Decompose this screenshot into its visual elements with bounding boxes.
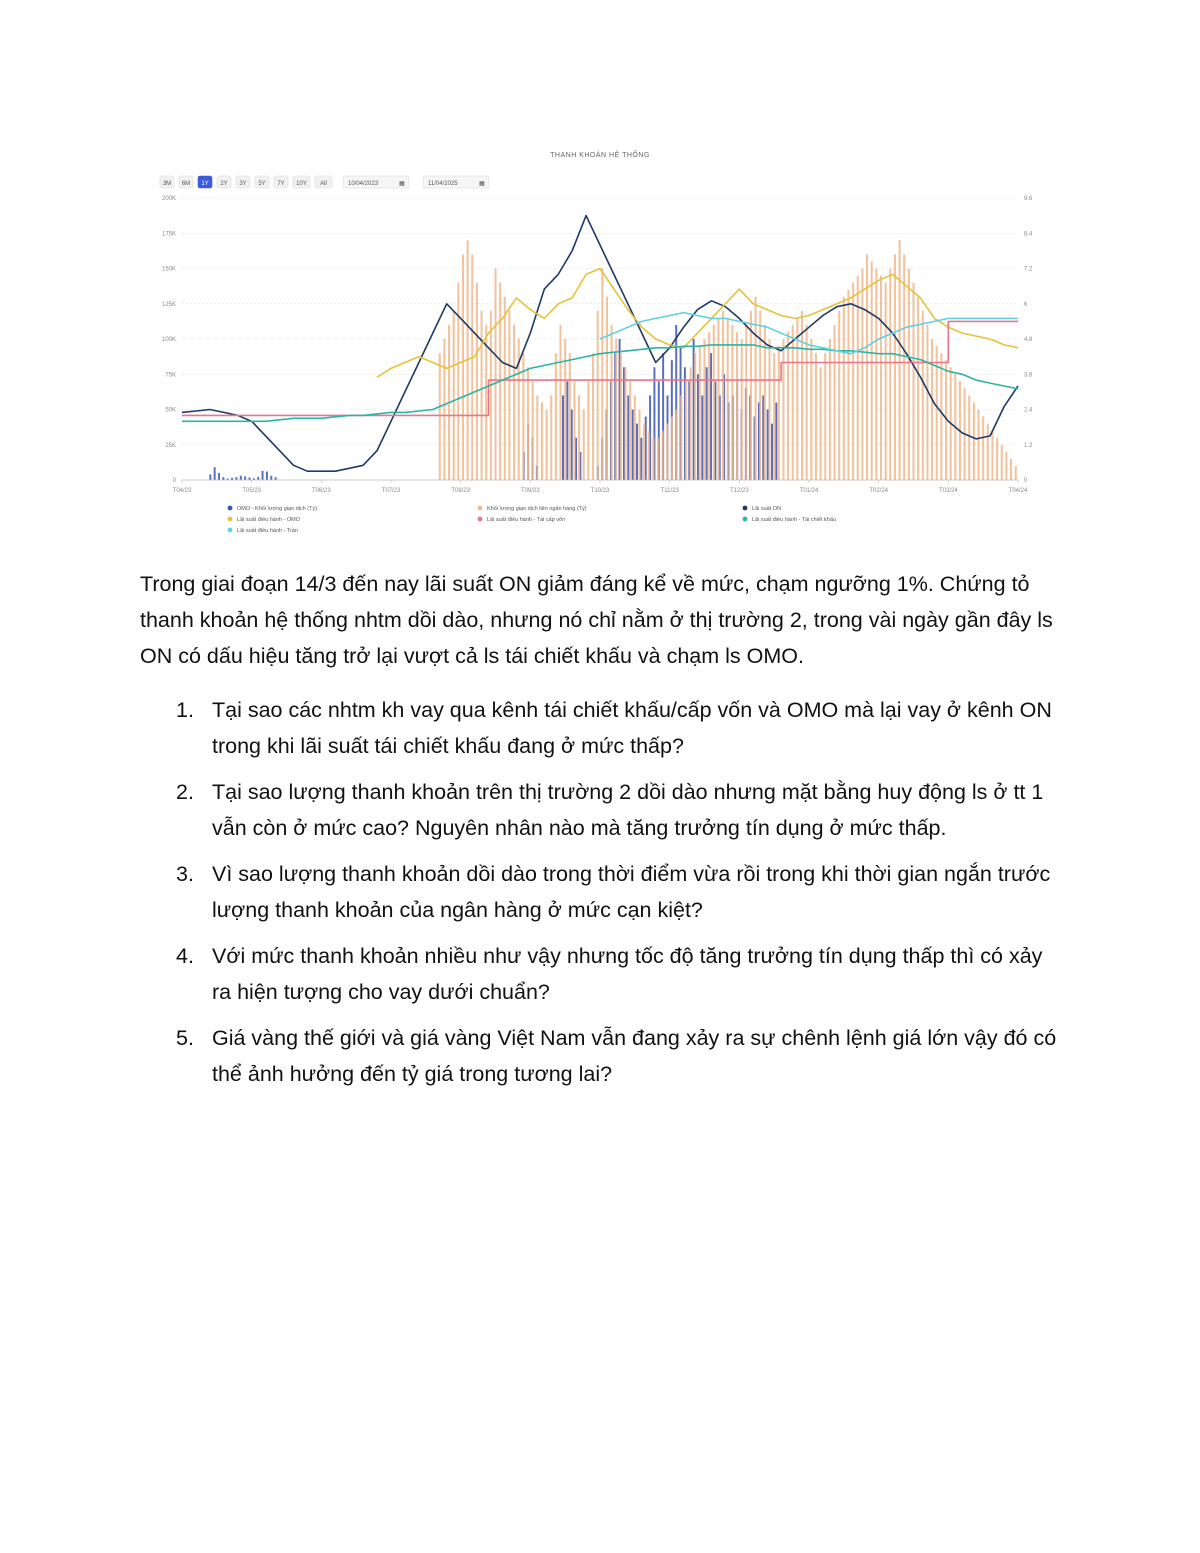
bar-omo: [571, 410, 573, 481]
bar-interbank: [527, 367, 529, 480]
bar-omo: [240, 476, 242, 480]
y-right-tick-label: 0: [1024, 478, 1028, 484]
bar-interbank: [1015, 466, 1017, 480]
x-tick-label: T09/23: [520, 488, 540, 494]
bar-interbank: [736, 332, 738, 480]
bar-omo: [249, 477, 251, 480]
x-tick-label: T05/23: [242, 488, 262, 494]
bar-interbank: [820, 367, 822, 480]
bar-interbank: [741, 339, 743, 480]
y-left-tick-label: 0: [172, 478, 176, 484]
bar-interbank: [699, 346, 701, 480]
bar-omo: [771, 424, 773, 480]
bar-interbank: [968, 395, 970, 480]
bar-omo: [270, 476, 272, 480]
list-item-number: 5.: [176, 1026, 194, 1050]
range-button-label: 3M: [162, 181, 172, 187]
y-left-tick-label: 25K: [165, 442, 176, 449]
y-right-tick-label: 3.6: [1024, 372, 1033, 379]
bar-interbank: [875, 269, 877, 481]
bar-interbank: [977, 410, 979, 481]
chart-canvas: [150, 140, 1033, 535]
list-item-text: Với mức thanh khoản nhiều như vậy nhưng tốc độ tăng trưởng tín dụng thấp thì có xảy ra hiện tượng cho vay dưới chuẩn?: [212, 944, 1043, 1004]
series-line: [182, 345, 1018, 421]
x-tick-label: T10/23: [590, 488, 610, 494]
bar-interbank: [676, 410, 678, 481]
bar-omo: [266, 472, 268, 480]
legend-label: OMO - Khối lượng giao dịch (Tỷ): [237, 506, 318, 512]
y-left-tick-label: 125K: [161, 301, 176, 308]
range-button-label: 7Y: [277, 181, 285, 187]
bar-interbank: [894, 254, 896, 480]
calendar-icon: ▦: [399, 181, 405, 187]
x-tick-label: T06/23: [311, 488, 331, 494]
bar-interbank: [559, 325, 561, 480]
bar-omo: [222, 477, 224, 480]
bar-interbank: [453, 311, 455, 480]
legend-marker: [478, 517, 483, 522]
range-button-label: 10Y: [296, 181, 307, 187]
bar-interbank: [471, 254, 473, 480]
bar-interbank: [592, 353, 594, 480]
y-right-tick-label: 2.4: [1024, 407, 1033, 414]
bar-interbank: [634, 395, 636, 480]
legend-label: Lãi suất điều hành - Trần: [237, 528, 298, 534]
x-tick-label: T01/24: [799, 488, 819, 494]
bar-interbank: [996, 438, 998, 480]
bar-interbank: [643, 424, 645, 480]
bar-interbank: [708, 332, 710, 480]
liquidity-chart: [150, 140, 1033, 535]
bar-interbank: [778, 346, 780, 480]
bar-interbank: [443, 339, 445, 480]
list-item-number: 2.: [176, 780, 194, 804]
bar-interbank: [481, 311, 483, 480]
bar-interbank: [629, 381, 631, 480]
range-button-group[interactable]: [160, 176, 332, 188]
legend-label: Lãi suất điều hành - Tái cấp vốn: [487, 517, 566, 523]
date-to-text: 11/04/2025: [428, 181, 458, 187]
bar-interbank: [796, 318, 798, 480]
bar-omo: [701, 395, 703, 480]
y-right-tick-label: 4.8: [1024, 337, 1033, 343]
series-line: [182, 321, 1018, 415]
x-tick-label: T03/24: [938, 488, 958, 494]
bar-omo: [235, 477, 237, 480]
bar-interbank: [703, 339, 705, 480]
bar-interbank: [759, 311, 761, 480]
bar-interbank: [513, 325, 515, 480]
bar-omo: [262, 471, 264, 480]
bar-interbank: [727, 318, 729, 480]
bar-interbank: [494, 269, 496, 481]
x-tick-label: T07/23: [381, 488, 401, 494]
list-item-number: 4.: [176, 944, 194, 968]
bar-interbank: [815, 353, 817, 480]
list-item: [140, 856, 1060, 928]
bar-interbank: [606, 297, 608, 480]
bar-interbank: [880, 276, 882, 480]
bar-omo: [275, 477, 277, 480]
bar-interbank: [717, 318, 719, 480]
bar-interbank: [476, 283, 478, 480]
bar-omo: [562, 395, 564, 480]
bar-interbank: [861, 269, 863, 481]
legend-marker: [478, 506, 483, 511]
bar-omo: [627, 395, 629, 480]
y-left-tick-label: 50K: [165, 407, 176, 414]
x-tick-label: T11/23: [660, 488, 679, 494]
bar-interbank: [852, 283, 854, 480]
bar-interbank: [1005, 452, 1007, 480]
y-right-tick-label: 6: [1024, 301, 1028, 308]
legend-marker: [743, 506, 748, 511]
bar-interbank: [833, 325, 835, 480]
list-item-text: Tại sao các nhtm kh vay qua kênh tái chiết khấu/cấp vốn và OMO mà lại vay ở kênh ON trong khi lãi suất tái chiết khấu đang ở mức thấp?: [212, 698, 1052, 758]
bar-interbank: [982, 417, 984, 480]
bar-interbank: [773, 353, 775, 480]
legend-label: Lãi suất ON: [752, 506, 782, 512]
bar-interbank: [597, 311, 599, 480]
bar-interbank: [620, 353, 622, 480]
bar-interbank: [573, 381, 575, 480]
y-left-tick-label: 100K: [161, 337, 176, 343]
bar-interbank: [889, 269, 891, 481]
x-tick-label: T08/23: [451, 488, 471, 494]
bar-interbank: [680, 395, 682, 480]
bar-interbank: [685, 381, 687, 480]
document-body: [140, 566, 1060, 1102]
bar-interbank: [615, 339, 617, 480]
bar-omo: [697, 374, 699, 480]
bar-interbank: [536, 395, 538, 480]
bar-omo: [214, 467, 216, 480]
bar-interbank: [885, 283, 887, 480]
bar-interbank: [690, 367, 692, 480]
bar-interbank: [782, 339, 784, 480]
bar-interbank: [768, 339, 770, 480]
bar-interbank: [578, 395, 580, 480]
bar-interbank: [457, 283, 459, 480]
y-right-tick-label: 8.4: [1024, 231, 1033, 238]
bar-omo: [775, 402, 777, 480]
bar-interbank: [903, 254, 905, 480]
x-tick-label: T04/23: [172, 488, 192, 494]
chart-title: THANH KHOẢN HỆ THỐNG: [550, 152, 650, 159]
bar-interbank: [722, 311, 724, 480]
list-item: [140, 774, 1060, 846]
bar-omo: [244, 476, 246, 480]
y-left-tick-label: 150K: [161, 266, 176, 273]
legend-marker: [228, 528, 233, 533]
chart-lines: [182, 216, 1018, 472]
bar-interbank: [652, 438, 654, 480]
intro-paragraph: Trong giai đoạn 14/3 đến nay lãi suất ON giảm đáng kể về mức, chạm ngưỡng 1%. Chứng tỏ thanh khoản hệ thống nhtm dồi dào, nhưng nó chỉ nằm ở thị trường 2, trong vài ngày gần đây ls ON có dấu hiệu tăng trở lại vượt cả ls tái chiết khấu và chạm ls OMO.: [140, 572, 1053, 668]
date-range-picker[interactable]: [343, 176, 489, 188]
bar-omo: [209, 474, 211, 480]
bar-interbank: [611, 325, 613, 480]
bar-interbank: [801, 311, 803, 480]
y-right-tick-label: 9.6: [1024, 196, 1033, 202]
bar-interbank: [485, 325, 487, 480]
legend-marker: [228, 506, 233, 511]
y-left-tick-label: 200K: [161, 196, 176, 202]
range-button-label: 1Y: [201, 181, 209, 187]
list-item-text: Giá vàng thế giới và giá vàng Việt Nam vẫn đang xảy ra sự chênh lệnh giá lớn vậy đó có thể ảnh hưởng đến tỷ giá trong tương lai?: [212, 1026, 1057, 1086]
bar-interbank: [731, 325, 733, 480]
list-item-number: 3.: [176, 862, 194, 886]
range-button-label: 3Y: [239, 181, 247, 187]
range-button-label: 2Y: [220, 181, 228, 187]
bar-omo: [710, 353, 712, 480]
bar-interbank: [824, 353, 826, 480]
legend-marker: [743, 517, 748, 522]
bar-omo: [640, 438, 642, 480]
bar-interbank: [624, 367, 626, 480]
bar-interbank: [532, 381, 534, 480]
bar-interbank: [666, 424, 668, 480]
question-list: [140, 692, 1060, 1092]
bar-interbank: [829, 339, 831, 480]
bar-interbank: [806, 325, 808, 480]
bar-interbank: [550, 395, 552, 480]
bar-interbank: [671, 417, 673, 480]
range-button-label: 5Y: [258, 181, 266, 187]
bar-interbank: [908, 269, 910, 481]
bar-interbank: [750, 311, 752, 480]
legend-label: Lãi suất điều hành - Tái chiết khấu: [752, 517, 836, 523]
bar-interbank: [843, 297, 845, 480]
date-from-text: 10/04/2023: [348, 181, 379, 187]
legend-label: Khối lượng giao dịch liên ngân hàng (Tỷ): [487, 506, 587, 512]
bar-omo: [257, 477, 259, 480]
bar-interbank: [899, 240, 901, 480]
bar-interbank: [504, 297, 506, 480]
bar-interbank: [462, 254, 464, 480]
bar-omo: [767, 410, 769, 481]
bar-omo: [218, 473, 220, 480]
range-button-label: 6M: [181, 181, 191, 187]
list-item-text: Tại sao lượng thanh khoản trên thị trường 2 dồi dào nhưng mặt bằng huy động ls ở tt 1 vẫn còn ở mức cao? Nguyên nhân nào mà tăng trưởng tín dụng ở mức thấp.: [212, 780, 1044, 840]
list-item: [140, 938, 1060, 1010]
bar-omo: [566, 381, 568, 480]
list-item: [140, 1020, 1060, 1092]
y-right-tick-label: 1.2: [1024, 442, 1033, 449]
bar-interbank: [587, 381, 589, 480]
bar-interbank: [810, 339, 812, 480]
list-item-number: 1.: [176, 698, 194, 722]
bar-interbank: [601, 269, 603, 481]
x-tick-label: T12/23: [729, 488, 749, 494]
bar-omo: [706, 367, 708, 480]
bar-omo: [636, 424, 638, 480]
legend-marker: [228, 517, 233, 522]
y-left-tick-label: 75K: [165, 372, 176, 379]
chart-legend: [228, 505, 836, 534]
bar-interbank: [555, 353, 557, 480]
bar-interbank: [569, 353, 571, 480]
bar-omo: [632, 410, 634, 481]
list-item-text: Vì sao lượng thanh khoản dồi dào trong thời điểm vừa rồi trong khi thời gian ngắn trước lượng thanh khoản của ngân hàng ở mức cạn kiệt?: [212, 862, 1051, 922]
bar-interbank: [638, 410, 640, 481]
bar-interbank: [713, 325, 715, 480]
bar-interbank: [987, 424, 989, 480]
legend-label: Lãi suất điều hành - OMO: [237, 517, 300, 523]
bar-interbank: [787, 332, 789, 480]
bar-interbank: [926, 325, 928, 480]
bar-interbank: [745, 325, 747, 480]
bar-interbank: [546, 410, 548, 481]
y-right-tick-label: 7.2: [1024, 266, 1033, 273]
x-tick-label: T04/24: [1008, 488, 1028, 494]
bar-interbank: [657, 438, 659, 480]
bar-interbank: [931, 339, 933, 480]
list-item: [140, 692, 1060, 764]
range-button-label: All: [320, 181, 327, 187]
bar-interbank: [973, 402, 975, 480]
calendar-icon: ▦: [479, 181, 485, 187]
bar-interbank: [490, 311, 492, 480]
bar-interbank: [1010, 459, 1012, 480]
bar-interbank: [583, 410, 585, 481]
bar-interbank: [940, 353, 942, 480]
bar-interbank: [922, 311, 924, 480]
bar-interbank: [694, 353, 696, 480]
bar-interbank: [912, 283, 914, 480]
bar-interbank: [838, 311, 840, 480]
bar-interbank: [508, 311, 510, 480]
bar-interbank: [991, 431, 993, 480]
bar-interbank: [1001, 445, 1003, 480]
bar-interbank: [871, 261, 873, 480]
bar-interbank: [541, 402, 543, 480]
series-line: [182, 216, 1018, 472]
x-tick-label: T02/24: [869, 488, 889, 494]
bar-interbank: [662, 431, 664, 480]
bar-interbank: [648, 431, 650, 480]
bar-interbank: [439, 353, 441, 480]
bar-interbank: [847, 290, 849, 480]
y-left-tick-label: 175K: [161, 231, 176, 238]
